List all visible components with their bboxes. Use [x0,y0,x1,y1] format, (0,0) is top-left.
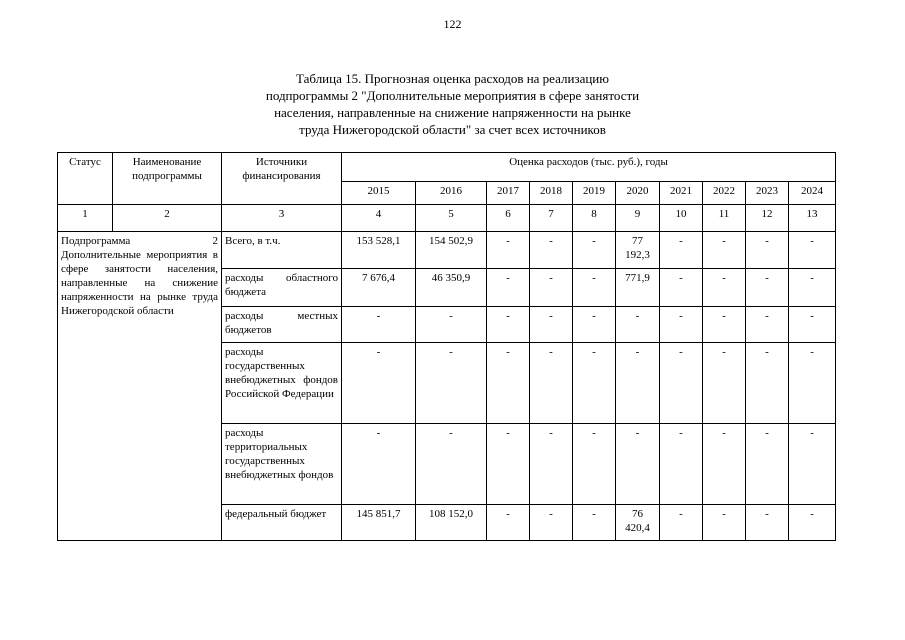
caption-line: подпрограммы 2 "Дополнительные мероприятия в сфере занятости [265,88,640,103]
value-cell: 76 420,4 [616,505,660,541]
value-cell: - [416,307,487,343]
value-cell: - [616,307,660,343]
value-cell: - [530,307,573,343]
value-cell: - [530,505,573,541]
column-number: 1 [58,205,113,232]
caption-line: Таблица 15. Прогнозная оценка расходов на реализацию [296,71,609,86]
value-cell: - [487,269,530,307]
year-header: 2021 [660,182,703,205]
value-cell: - [416,343,487,424]
column-number-row [58,205,836,232]
column-number: 4 [342,205,416,232]
value-cell: - [789,307,836,343]
caption-line: труда Нижегородской области" за счет всех источников [299,122,606,137]
source-cell: расходы областного бюджета [222,269,342,307]
column-number: 11 [703,205,746,232]
value-cell: - [660,269,703,307]
value-cell: 7 676,4 [342,269,416,307]
value-cell: - [530,232,573,269]
value-cell: 46 350,9 [416,269,487,307]
header-status: Статус [58,153,113,205]
value-cell: 77 192,3 [616,232,660,269]
value-cell: - [746,269,789,307]
year-header: 2018 [530,182,573,205]
table-row [58,232,836,269]
value-cell: - [573,343,616,424]
value-cell: - [746,424,789,505]
value-cell: - [616,424,660,505]
value-cell: - [703,424,746,505]
value-cell: - [746,343,789,424]
year-header: 2017 [487,182,530,205]
value-cell: - [660,424,703,505]
value-cell: - [416,424,487,505]
year-header: 2023 [746,182,789,205]
value-cell: - [573,307,616,343]
year-header: 2015 [342,182,416,205]
value-cell: - [789,505,836,541]
value-cell: - [703,505,746,541]
value-cell: - [746,232,789,269]
value-cell: - [487,307,530,343]
value-cell: - [703,232,746,269]
value-cell: - [530,269,573,307]
value-cell: 145 851,7 [342,505,416,541]
value-cell: - [573,505,616,541]
value-cell: - [660,505,703,541]
value-cell: - [573,269,616,307]
value-cell: - [530,424,573,505]
column-number: 6 [487,205,530,232]
value-cell: - [703,307,746,343]
source-cell: расходы местных бюджетов [222,307,342,343]
value-cell: 771,9 [616,269,660,307]
column-number: 2 [113,205,222,232]
value-cell: - [487,343,530,424]
value-cell: - [342,424,416,505]
value-cell: - [746,307,789,343]
column-number: 13 [789,205,836,232]
source-cell: расходы территориальных государственных внебюджетных фондов [222,424,342,505]
value-cell: - [487,505,530,541]
source-cell: Всего, в т.ч. [222,232,342,269]
value-cell: - [487,232,530,269]
column-number: 12 [746,205,789,232]
year-header: 2022 [703,182,746,205]
value-cell: 108 152,0 [416,505,487,541]
value-cell: - [746,505,789,541]
value-cell: - [616,343,660,424]
source-cell: федеральный бюджет [222,505,342,541]
value-cell: - [573,424,616,505]
value-cell: - [342,343,416,424]
year-header: 2020 [616,182,660,205]
expense-forecast-table [57,152,836,541]
value-cell: - [789,343,836,424]
value-cell: - [573,232,616,269]
header-row [58,153,836,182]
column-number: 3 [222,205,342,232]
value-cell: - [789,269,836,307]
value-cell: - [342,307,416,343]
year-header: 2016 [416,182,487,205]
year-header: 2024 [789,182,836,205]
column-number: 9 [616,205,660,232]
table-caption [0,70,905,138]
column-number: 7 [530,205,573,232]
header-estimate: Оценка расходов (тыс. руб.), годы [342,153,836,182]
header-sources: Источники финансирования [222,153,342,205]
column-number: 5 [416,205,487,232]
value-cell: - [660,343,703,424]
value-cell: 153 528,1 [342,232,416,269]
column-number: 10 [660,205,703,232]
value-cell: - [530,343,573,424]
source-cell: расходы государственных внебюджетных фондов Российской Федерации [222,343,342,424]
header-name: Наименование подпрограммы [113,153,222,205]
subprogram-status-cell: Подпрограмма 2 Дополнительные мероприятия в сфере занятости населения, направленные на снижение напряженности на рынке труда Нижегородской области [58,232,222,541]
value-cell: - [660,232,703,269]
value-cell: 154 502,9 [416,232,487,269]
value-cell: - [789,232,836,269]
value-cell: - [703,343,746,424]
page-number: 122 [443,17,462,31]
column-number: 8 [573,205,616,232]
caption-line: населения, направленные на снижение напряженности на рынке [274,105,631,120]
value-cell: - [789,424,836,505]
value-cell: - [487,424,530,505]
value-cell: - [703,269,746,307]
year-header: 2019 [573,182,616,205]
value-cell: - [660,307,703,343]
